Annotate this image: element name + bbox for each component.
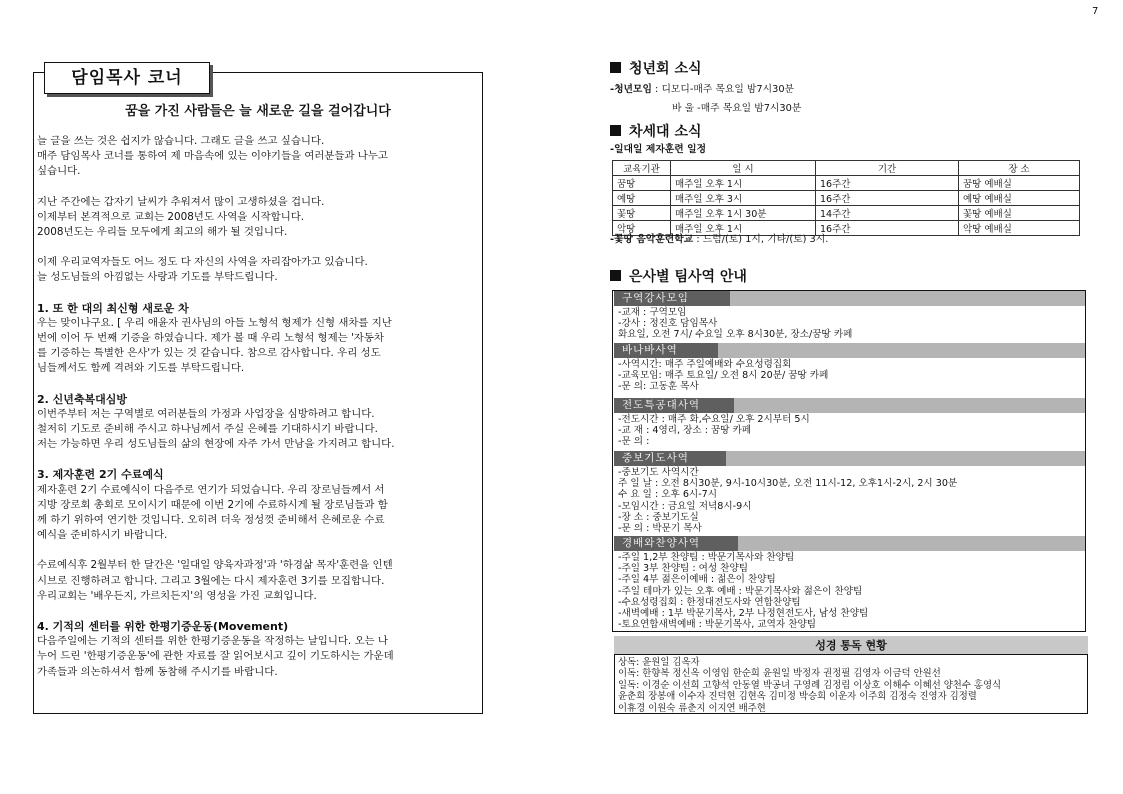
ministry-line: -주일 4부 젊은이예배 : 젊은이 찬양팀 [618, 574, 776, 586]
table-header-cell: 기간 [816, 161, 959, 176]
body-line: 를 기증하는 특별한 은사'가 있는 것 같습니다. 참으로 감사합니다. 우리 성도 [37, 347, 381, 360]
ministry-line: -중보기도 사역시간 [618, 467, 699, 478]
body-line: 우는 맞이나구요. [ 우리 애윤자 권사님의 아들 노형석 형제가 신형 새차를 지난 [37, 316, 392, 329]
table-cell: 매주일 오후 3시 [671, 191, 816, 206]
body-line: 제자훈련 2기 수료예식이 다음주로 연기가 되었습니다. 우리 장로님들께서 서 [37, 483, 385, 496]
ministry-group-text [618, 414, 810, 448]
bible-reading-names [618, 657, 1001, 714]
body-line: 늘 글을 쓰는 것은 쉽지가 않습니다. 그래도 글을 쓰고 싶습니다. [37, 135, 325, 147]
table-cell: 매주일 오후 1시 [671, 221, 816, 236]
youth-meeting-line1: -청년모임 : 디모디-매주 목요일 밤7시30분 [610, 84, 795, 95]
discipleship-schedule-table [612, 160, 1080, 236]
body-line: 싶습니다. [37, 165, 81, 178]
table-cell: 악땅 예배실 [959, 221, 1080, 236]
body-line: 다음주일에는 기적의 센터를 위한 한평기증운동을 작정하는 날입니다. 오는 나 [37, 635, 388, 648]
page-number: 7 [1092, 6, 1099, 17]
table-cell: 꿈땅 예배실 [959, 176, 1080, 191]
ministry-line: -모임시간 : 금요일 저녁8시-9시 [618, 500, 752, 512]
pastor-corner-text [37, 134, 481, 680]
body-line: 예식을 준비하시기 바랍니다. [37, 529, 168, 542]
body-line: 지방 장로회 총회로 모이시기 때문에 이번 2기에 수료하시게 될 장로님들과 함 [37, 498, 388, 511]
ministry-line: -문 의 : [618, 436, 650, 448]
blank-line [37, 286, 481, 301]
table-cell: 예땅 예배실 [959, 191, 1080, 206]
table-cell: 매주일 오후 1시 30분 [671, 206, 816, 221]
section-title: 1. 또 한 대의 최신형 새로운 차 [37, 301, 189, 315]
square-bullet-icon [610, 270, 621, 281]
nextgen-news-heading: 차세대 소식 [610, 121, 702, 141]
ministry-line: -수요성령집회 : 한정대전도사와 연합찬양팀 [618, 596, 801, 608]
ministry-line: -강사 : 정진호 담임목사 [618, 318, 718, 330]
table-row [613, 176, 1080, 191]
ministry-line: 화요일, 오전 7시/ 수요일 오후 8시30분, 장소/꿈땅 카페 [618, 329, 853, 341]
body-line: 저는 가능하면 우리 성도님들의 삶의 현장에 자주 가서 만남을 가지려고 합니다. [37, 438, 395, 451]
ministry-group-label: 구역강사모임 [614, 291, 730, 306]
table-row [613, 191, 1080, 206]
bible-reading-line: 윤춘희 장봉애 이수자 진덕현 김현옥 김미정 박승희 이운자 이주희 김정숙 진영자 김정렬 [618, 691, 977, 703]
youth-news-heading: 청년회 소식 [610, 58, 702, 78]
ministry-line: -토요연합새벽예배 : 박문기목사, 교역자 찬양팀 [618, 619, 817, 631]
body-line: 께 하기 위하여 연기한 것입니다. 오히려 더욱 정성껏 준비해서 은혜로운 수료 [37, 514, 385, 527]
blank-line [37, 240, 481, 255]
section-title: 4. 기적의 센터를 위한 한평기증운동(Movement) [37, 620, 289, 634]
table-cell: 꽃땅 예배실 [959, 206, 1080, 221]
body-line: 늘 성도님들의 아낌없는 사랑과 기도를 부탁드립니다. [37, 271, 278, 284]
ministry-line: -장 소 : 중보기도실 [618, 511, 699, 523]
bible-reading-title: 성경 통독 현황 [614, 636, 1088, 655]
ministry-line: -주일 테마가 있는 오후 예배 : 박문기목사와 젊은이 찬양팀 [618, 585, 863, 597]
ministry-group-label: 경배와찬양사역 [614, 536, 738, 551]
table-cell: 16주간 [816, 176, 959, 191]
body-line: 누어 드린 '한평기증운동'에 관한 자료를 잘 읽어보시고 깊이 기도하시는 가운데 [37, 650, 394, 663]
body-line: 이제부터 본격적으로 교회는 2008년도 사역을 시작합니다. [37, 210, 305, 223]
section-title: 3. 제자훈련 2기 수료예식 [37, 468, 164, 482]
ministry-line: 주 일 날 : 오전 8시30분, 9시-10시30분, 오전 11시-12, 오후1시-2시, 2시 30분 [618, 478, 958, 490]
ministry-group-label: 전도특공대사역 [614, 398, 734, 413]
discipleship-schedule-label: -일대일 제자훈련 일정 [610, 144, 707, 155]
ministry-line: -문 의 : 박문기 목사 [618, 523, 702, 535]
ministry-group-label: 바나바사역 [614, 343, 718, 358]
ministry-group-text [618, 359, 828, 393]
table-cell: 16주간 [816, 191, 959, 206]
body-line: 수료예식후 2월부터 한 달간은 '일대일 양육자과정'과 '하경삶 목자'훈련을 인텐 [37, 559, 393, 572]
table-cell: 14주간 [816, 206, 959, 221]
table-cell: 매주일 오후 1시 [671, 176, 816, 191]
ministry-group-text [618, 467, 957, 534]
blank-line [37, 543, 481, 558]
bible-reading-line: 상독: 윤원일 김옥자 [618, 657, 700, 668]
ministry-line: 수 요 일 : 오후 6시-7시 [618, 489, 718, 501]
blank-line [37, 377, 481, 392]
body-line: 이제 우리교역자들도 어느 정도 다 자신의 사역을 자리잡아가고 있습니다. [37, 256, 368, 269]
body-line: 이번주부터 저는 구역별로 여러분들의 가정과 사업장을 심방하려고 합니다. [37, 407, 375, 420]
ministry-group-text [618, 307, 852, 341]
youth-meeting-line2: 바 울 -매주 목요일 밤7시30분 [672, 103, 802, 114]
table-header-cell: 일 시 [671, 161, 816, 176]
ministry-line: -문 의: 고동훈 목사 [618, 381, 699, 393]
table-cell: 꿈땅 [613, 176, 671, 191]
table-header-cell: 교육기관 [613, 161, 671, 176]
body-line: 지난 주간에는 갑자기 날씨가 추워져서 많이 고생하셨을 겁니다. [37, 195, 325, 208]
ministry-line: -새벽예배 : 1부 박문기목사, 2부 나정현전도사, 남성 찬양팀 [618, 608, 869, 620]
music-school-line: -꽃땅 음악훈련학교 : 드럼/(토) 1시, 기타/(토) 3시. [610, 234, 829, 245]
pastor-corner-subtitle: 꿈을 가진 사람들은 늘 새로운 길을 걸어갑니다 [125, 104, 391, 119]
body-line: 2008년도는 우리들 모두에게 최고의 해가 될 것입니다. [37, 226, 288, 239]
table-cell: 악땅 [613, 221, 671, 236]
bible-reading-line: 이휴경 이원숙 류춘지 이지연 배주현 [618, 702, 766, 714]
bible-reading-line: 일독: 이경순 이선희 고향석 안동열 박공녀 구영례 김정림 이상호 이해수 이혜선 양천수 홍영식 [618, 679, 1002, 691]
section-title: 2. 신년축복대심방 [37, 392, 128, 406]
body-line: 님들께서도 함께 격려와 기도를 부탁드립니다. [37, 362, 245, 375]
ministry-line: -사역시간: 매주 주일예배와 수요성령집회 [618, 359, 792, 370]
blank-line [37, 452, 481, 467]
square-bullet-icon [610, 62, 621, 73]
square-bullet-icon [610, 125, 621, 136]
table-cell: 16주간 [816, 221, 959, 236]
body-line: 번에 이어 두 번째 기증을 하였습니다. 제가 볼 때 우리 노형석 형제는 '자동차 [37, 332, 384, 345]
body-line: 시브로 진행하려고 합니다. 그리고 3월에는 다시 제자훈련 3기를 모집합니다. [37, 574, 385, 587]
blank-line [37, 604, 481, 619]
table-row [613, 206, 1080, 221]
ministry-line: -전도시간 : 매주 화,수요일/ 오후 2시부터 5시 [618, 414, 810, 425]
ministry-group-label: 중보기도사역 [614, 451, 726, 466]
ministry-group-text [618, 552, 868, 630]
ministry-line: -주일 1,2부 찬양팀 : 박문기목사와 찬양팀 [618, 552, 795, 563]
table-header-cell: 장 소 [959, 161, 1080, 176]
ministry-heading: 은사별 팀사역 안내 [610, 266, 747, 286]
pastor-corner-title: 담임목사 코너 [44, 62, 210, 94]
body-line: 매주 담임목사 코너를 통하여 제 마음속에 있는 이야기들을 여러분들과 나누고 [37, 150, 388, 163]
body-line: 철저히 기도로 준비해 주시고 하나님께서 주실 은혜를 기대하시기 바랍니다. [37, 423, 378, 436]
ministry-line: -주일 3부 찬양팀 : 여성 찬양팀 [618, 563, 748, 575]
ministry-line: -교재 : 구역모임 [618, 307, 687, 318]
body-line: 가족들과 의논하셔서 함께 동참해 주시기를 바랍니다. [37, 665, 278, 678]
table-cell: 꽃땅 [613, 206, 671, 221]
table-cell: 예땅 [613, 191, 671, 206]
ministry-line: -교 재 : 4영리, 장소 : 꿈땅 카페 [618, 425, 752, 437]
ministry-line: -교육모임: 매주 토요일/ 오전 8시 20분/ 꿈땅 카페 [618, 370, 829, 382]
bible-reading-line: 이독: 한향복 정신옥 이영임 한순희 윤원일 박정자 권정필 김영자 이금덕 안원선 [618, 668, 941, 680]
body-line: 우리교회는 '배우든지, 가르치든지'의 영성을 가진 교회입니다. [37, 589, 317, 602]
blank-line [37, 180, 481, 195]
